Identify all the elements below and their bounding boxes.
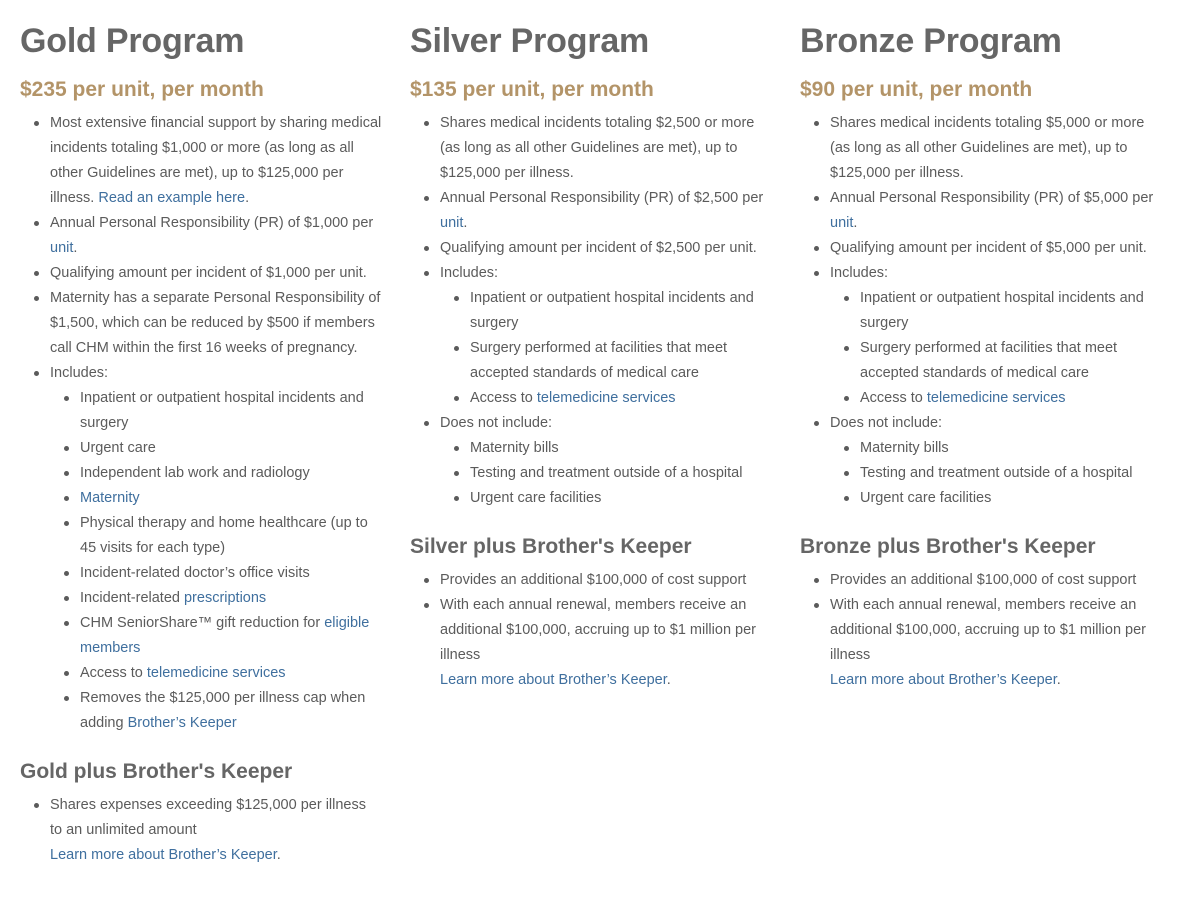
list-item: Annual Personal Responsibility (PR) of $5,000 per unit. [830,186,1162,236]
bronze-telemedicine-link[interactable]: telemedicine services [926,390,1066,406]
list-item [440,411,772,511]
silver-includes-list [440,286,772,411]
bronze-b2-text: Annual Personal Responsibility (PR) of $5,000 per [830,190,1154,206]
gold-features-list [20,111,382,736]
bronze-program-price: $90 per unit, per month [800,78,1033,101]
bronze-includes-label: Includes: [830,265,889,281]
silver-unit-link[interactable]: unit [440,215,464,231]
bronze-features-list [800,111,1162,511]
gold-telemedicine-link[interactable]: telemedicine services [146,665,286,681]
gold-brothers-keeper-link[interactable]: Brother’s Keeper [127,715,237,731]
list-item: Maternity has a separate Personal Responsibility of $1,500, which can be reduced by $500 if members call CHM within the first 16 weeks of pregnancy. [50,286,382,361]
list-item: Physical therapy and home healthcare (up to 45 visits for each type) [80,511,382,561]
list-item: Qualifying amount per incident of $2,500 per unit. [440,236,772,261]
list-item [50,361,382,736]
gold-b1-text: Most extensive financial support by sharing medical incidents totaling $1,000 or more (as long as all other Guidelines are met), up to $125,000 per illness. [50,115,382,206]
silver-program-price: $135 per unit, per month [410,78,654,101]
bronze-bk2-text: With each annual renewal, members receive an additional $100,000, accruing up to $1 million per illness [830,597,1146,663]
bronze-excludes-label: Does not include: [830,415,943,431]
maternity-link[interactable]: Maternity [80,490,140,506]
silver-includes-label: Includes: [440,265,499,281]
gold-inc8-text: CHM SeniorShare™ gift reduction for [80,615,321,631]
list-item [80,686,382,736]
prescriptions-link[interactable]: prescriptions [183,590,267,606]
list-item: Qualifying amount per incident of $5,000 per unit. [830,236,1162,261]
silver-excludes-label: Does not include: [440,415,553,431]
gold-learn-more-link[interactable]: Learn more about Brother’s Keeper [50,847,277,863]
gold-bk1-text: Shares expenses exceeding $125,000 per illness to an unlimited amount [50,797,366,838]
gold-unit-link[interactable]: unit [50,240,74,256]
bronze-program-column [800,0,1162,693]
bronze-program-title: Bronze Program [800,22,1062,60]
list-item [830,411,1162,511]
list-item: Maternity bills [860,436,1162,461]
gold-brothers-keeper-title: Gold plus Brother's Keeper [20,760,293,783]
list-item: Surgery performed at facilities that meet accepted standards of medical care [860,336,1162,386]
list-item [80,611,382,661]
list-item: Urgent care [80,436,382,461]
list-item: Annual Personal Responsibility (PR) of $1,000 per unit. [50,211,382,261]
list-item: Shares expenses exceeding $125,000 per illness to an unlimited amount Learn more about Brother’s Keeper. [50,793,382,868]
bronze-brothers-keeper-list [800,568,1162,693]
list-item: With each annual renewal, members receive an additional $100,000, accruing up to $1 million per illness Learn more about Brother’s Keeper. [830,593,1162,693]
gold-includes-label: Includes: [50,365,109,381]
bronze-unit-link[interactable]: unit [830,215,854,231]
eligible-members-link[interactable]: eligible members [80,615,370,656]
list-item [830,261,1162,411]
bronze-excludes-list [830,436,1162,511]
silver-bk2-text: With each annual renewal, members receive an additional $100,000, accruing up to $1 million per illness [440,597,756,663]
list-item: Urgent care facilities [470,486,772,511]
silver-learn-more-link[interactable]: Learn more about Brother’s Keeper [440,672,667,688]
list-item: Qualifying amount per incident of $1,000 per unit. [50,261,382,286]
list-item: Annual Personal Responsibility (PR) of $2,500 per unit. [440,186,772,236]
gold-inc7-text: Incident-related [80,590,180,606]
gold-program-price: $235 per unit, per month [20,78,264,101]
gold-program-title: Gold Program [20,22,245,60]
list-item: Provides an additional $100,000 of cost support [830,568,1162,593]
list-item: Testing and treatment outside of a hospital [860,461,1162,486]
list-item: With each annual renewal, members receive an additional $100,000, accruing up to $1 million per illness Learn more about Brother’s Keeper. [440,593,772,693]
gold-includes-list [50,386,382,736]
list-item: Inpatient or outpatient hospital incidents and surgery [860,286,1162,336]
list-item: Maternity bills [470,436,772,461]
gold-program-column [20,0,382,868]
silver-excludes-list [440,436,772,511]
list-item [80,486,382,511]
list-item: Testing and treatment outside of a hospital [470,461,772,486]
silver-program-title: Silver Program [410,22,650,60]
list-item [440,261,772,411]
list-item [80,586,382,611]
gold-inc9-text: Access to [80,665,143,681]
list-item: Shares medical incidents totaling $5,000 or more (as long as all other Guidelines are met), up to $125,000 per illness. [830,111,1162,186]
silver-brothers-keeper-list [410,568,772,693]
list-item [860,386,1162,411]
bronze-brothers-keeper-title: Bronze plus Brother's Keeper [800,535,1096,558]
list-item: Urgent care facilities [860,486,1162,511]
list-item [80,661,382,686]
silver-inc3-text: Access to [470,390,533,406]
list-item: Most extensive financial support by sharing medical incidents totaling $1,000 or more (as long as all other Guidelines are met), up to $125,000 per illness. Read an example here. [50,111,382,211]
bronze-includes-list [830,286,1162,411]
silver-program-column [410,0,772,693]
list-item: Inpatient or outpatient hospital incidents and surgery [80,386,382,436]
list-item: Provides an additional $100,000 of cost support [440,568,772,593]
silver-features-list [410,111,772,511]
list-item: Shares medical incidents totaling $2,500 or more (as long as all other Guidelines are met), up to $125,000 per illness. [440,111,772,186]
list-item: Surgery performed at facilities that meet accepted standards of medical care [470,336,772,386]
list-item: Inpatient or outpatient hospital incidents and surgery [470,286,772,336]
read-example-link[interactable]: Read an example here [98,190,246,206]
list-item [470,386,772,411]
list-item: Incident-related doctor’s office visits [80,561,382,586]
silver-b2-text: Annual Personal Responsibility (PR) of $2,500 per [440,190,764,206]
bronze-learn-more-link[interactable]: Learn more about Brother’s Keeper [830,672,1057,688]
gold-inc10-text: Removes the $125,000 per illness cap when adding [80,690,366,731]
bronze-inc3-text: Access to [860,390,923,406]
silver-telemedicine-link[interactable]: telemedicine services [536,390,676,406]
list-item: Independent lab work and radiology [80,461,382,486]
silver-brothers-keeper-title: Silver plus Brother's Keeper [410,535,692,558]
gold-brothers-keeper-list [20,793,382,868]
gold-b2-text: Annual Personal Responsibility (PR) of $1,000 per [50,215,374,231]
